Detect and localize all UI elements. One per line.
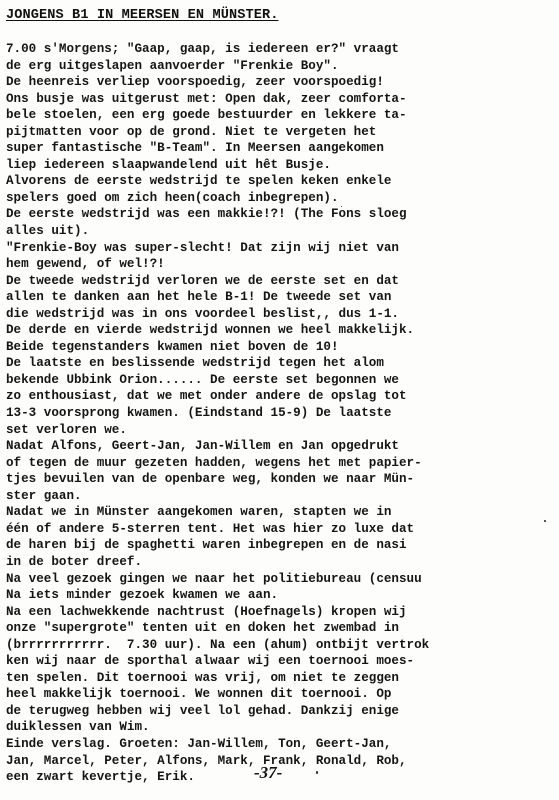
text-line: Nadat Alfons, Geert-Jan, Jan-Willem en Jan opgedrukt bbox=[6, 439, 399, 454]
document-body bbox=[6, 41, 559, 786]
text-line: liep iedereen slaapwandelend uit hêt Busje. bbox=[6, 157, 331, 172]
ink-speck bbox=[544, 520, 546, 522]
text-line: Na iets minder gezoek kwamen we aan. bbox=[6, 588, 279, 603]
text-line: de erg uitgeslapen aanvoerder "Frenkie Boy". bbox=[6, 58, 339, 73]
text-line: die wedstrijd was in ons voordeel beslist,, dus 1-1. bbox=[6, 306, 399, 321]
text-line: Jan, Marcel, Peter, Alfons, Mark, Frank, Ronald, Rob, bbox=[6, 753, 407, 768]
text-line: Na veel gezoek gingen we naar het politiebureau (censuu bbox=[6, 571, 422, 586]
text-line: pijtmatten voor op de grond. Niet te vergeten het bbox=[6, 124, 377, 139]
text-line: Nadat we in Münster aangekomen waren, stapten we in bbox=[6, 505, 392, 520]
text-line: Beide tegenstanders kwamen niet boven de 10! bbox=[6, 339, 339, 354]
text-line: De tweede wedstrijd verloren we de eerste set en dat bbox=[6, 273, 399, 288]
text-line: hem gewend, of wel!?! bbox=[6, 257, 165, 272]
text-line: in de boter dreef. bbox=[6, 554, 143, 569]
text-line: 13-3 voorsprong kwamen. (Eindstand 15-9) De laatste bbox=[6, 406, 392, 421]
text-line: ten spelen. Dit toernooi was vrij, om niet te zeggen bbox=[6, 670, 399, 685]
text-line: zo enthousiast, dat we met onder andere de opslag tot bbox=[6, 389, 407, 404]
text-line: ster gaan. bbox=[6, 488, 82, 503]
text-line: De eerste wedstrijd was een makkie!?! (The Fons sloeg bbox=[6, 207, 407, 222]
text-line: De laatste en beslissende wedstrijd tegen het alom bbox=[6, 356, 384, 371]
text-line: spelers goed om zich heen(coach inbegrepen). bbox=[6, 190, 339, 205]
text-line: super fantastische "B-Team". In Meersen aangekomen bbox=[6, 141, 384, 156]
text-line: de terugweg hebben wij veel lol gehad. Dankzij enige bbox=[6, 703, 399, 718]
text-line: onze "supergrote" tenten uit en doken het zwembad in bbox=[6, 621, 399, 636]
text-line: allen te danken aan het hele B-1! De tweede set van bbox=[6, 290, 392, 305]
text-line: Alvorens de eerste wedstrijd te spelen keken enkele bbox=[6, 174, 392, 189]
document-title: JONGENS B1 IN MEERSEN EN MÜNSTER. bbox=[6, 8, 279, 23]
text-line: set verloren we. bbox=[6, 422, 127, 437]
page-number: -37- bbox=[254, 763, 283, 782]
text-line: bekende Ubbink Orion...... De eerste set begonnen we bbox=[6, 372, 399, 387]
text-line: een zwart kevertje, Erik. bbox=[6, 770, 195, 785]
text-line: de haren bij de spaghetti waren inbegrepen en de nasi bbox=[6, 538, 407, 553]
text-line: "Frenkie-Boy was super-slecht! Dat zijn wij niet van bbox=[6, 240, 399, 255]
text-line: 7.00 s'Morgens; "Gaap, gaap, is iedereen er?" vraagt bbox=[6, 42, 399, 56]
text-line: tjes bevuilen van de openbare weg, konden we naar Mün- bbox=[6, 472, 415, 487]
text-line: bele stoelen, een erg goede bestuurder en lekkere ta- bbox=[6, 108, 407, 123]
text-line: De derde en vierde wedstrijd wonnen we heel makkelijk. bbox=[6, 323, 415, 338]
ink-speck bbox=[341, 206, 342, 207]
text-line: één of andere 5-sterren tent. Het was hier zo luxe dat bbox=[6, 521, 415, 536]
text-line: (brrrrrrrrrrr. 7.30 uur). Na een (ahum) ontbijt vertrok bbox=[6, 637, 430, 652]
text-line: duiklessen van Wim. bbox=[6, 720, 150, 735]
text-line: heel makkelijk toernooi. We wonnen dit toernooi. Op bbox=[6, 687, 392, 702]
text-line: alles uit). bbox=[6, 224, 90, 239]
text-line: of tegen de muur gezeten hadden, wegens het met papier- bbox=[6, 455, 422, 470]
text-line: Ons busje was uitgerust met: Open dak, zeer comforta- bbox=[6, 91, 407, 106]
text-line: De heenreis verliep voorspoedig, zeer voorspoedig! bbox=[6, 75, 384, 90]
text-line: Einde verslag. Groeten: Jan-Willem, Ton, Geert-Jan, bbox=[6, 736, 392, 751]
text-line: Na een lachwekkende nachtrust (Hoefnagels) kropen wij bbox=[6, 604, 407, 619]
ink-speck bbox=[316, 771, 318, 774]
text-line: ken wij naar de sporthal alwaar wij een toernooi moes- bbox=[6, 654, 415, 669]
